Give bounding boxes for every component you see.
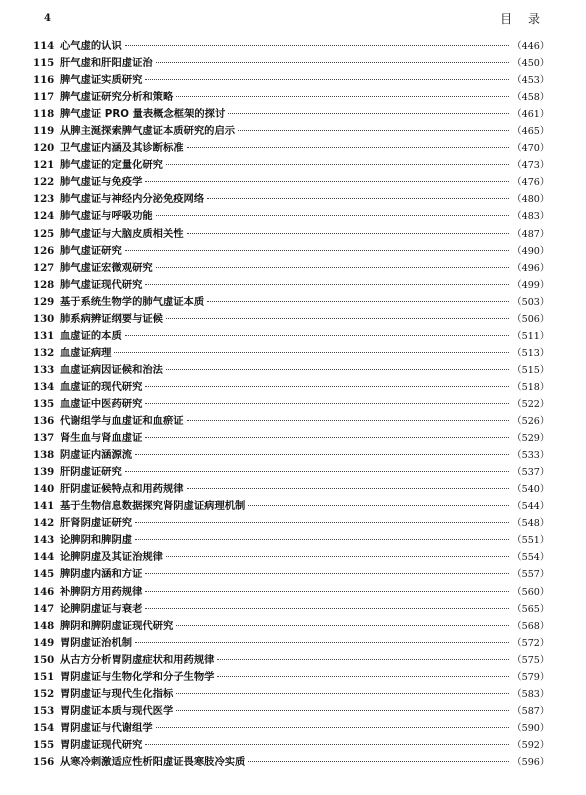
entry-number: 138 — [33, 449, 55, 462]
toc-entry[interactable] — [33, 618, 550, 635]
entry-page-number: （503） — [512, 296, 550, 308]
entry-title: 胃阴虚证与生物化学和分子生物学 — [60, 670, 215, 683]
entry-number: 128 — [33, 278, 55, 291]
entry-title: 血虚证病因证候和治法 — [60, 363, 163, 376]
entry-number: 155 — [33, 738, 55, 751]
entry-page-number: （533） — [512, 450, 550, 462]
dot-leader — [238, 129, 509, 131]
entry-page-number: （540） — [512, 484, 550, 496]
entry-page-number: （587） — [512, 705, 550, 717]
entry-title: 基于生物信息数据探究肾阴虚证病理机制 — [60, 500, 246, 513]
entry-number: 147 — [33, 602, 55, 615]
dot-leader — [145, 572, 509, 574]
entry-page-number: （511） — [512, 330, 550, 342]
entry-number: 134 — [33, 380, 55, 393]
entry-title: 血虚证的本质 — [60, 329, 122, 342]
entry-number: 120 — [33, 142, 55, 155]
entry-title: 血虚证的现代研究 — [60, 380, 143, 393]
entry-title: 血虚证中医药研究 — [60, 397, 143, 410]
dot-leader — [145, 78, 509, 80]
entry-number: 117 — [33, 91, 55, 104]
dot-leader — [176, 624, 509, 626]
entry-number: 154 — [33, 721, 55, 734]
toc-entry[interactable] — [33, 652, 550, 669]
entry-number: 130 — [33, 312, 55, 325]
entry-page-number: （465） — [512, 126, 550, 138]
entry-page-number: （565） — [512, 603, 550, 615]
entry-number: 116 — [33, 74, 55, 87]
entry-number: 136 — [33, 415, 55, 428]
entry-title: 肺气虚证与呼吸功能 — [60, 210, 153, 223]
entry-page-number: （496） — [512, 262, 550, 274]
toc-entry[interactable] — [33, 379, 550, 396]
entry-page-number: （515） — [512, 364, 550, 376]
toc-entry[interactable] — [33, 532, 550, 549]
entry-page-number: （522） — [512, 398, 550, 410]
entry-number: 119 — [33, 125, 55, 138]
entry-title: 肝阴虚证研究 — [60, 466, 122, 479]
entry-page-number: （568） — [512, 620, 550, 632]
toc-entry[interactable] — [33, 123, 550, 140]
entry-number: 118 — [33, 108, 55, 121]
toc-entry[interactable] — [33, 243, 550, 260]
entry-number: 137 — [33, 432, 55, 445]
entry-page-number: （490） — [512, 245, 550, 257]
dot-leader — [145, 743, 509, 745]
entry-title: 补脾阴方用药规律 — [60, 585, 143, 598]
entry-title: 肝肾阴虚证研究 — [60, 517, 133, 530]
entry-title: 肾生血与肾血虚证 — [60, 432, 143, 445]
entry-title: 代谢组学与血虚证和血瘀证 — [60, 415, 184, 428]
entry-number: 121 — [33, 159, 55, 172]
entry-number: 115 — [33, 57, 55, 70]
entry-number: 127 — [33, 261, 55, 274]
entry-title: 脾阴虚内涵和方证 — [60, 568, 143, 581]
entry-title: 从脾主涎探索脾气虚证本质研究的启示 — [60, 125, 236, 138]
entry-page-number: （480） — [512, 194, 550, 206]
entry-number: 153 — [33, 704, 55, 717]
entry-number: 141 — [33, 500, 55, 513]
entry-page-number: （572） — [512, 637, 550, 649]
toc-entry[interactable] — [33, 106, 550, 123]
dot-leader — [145, 283, 509, 285]
entry-page-number: （499） — [512, 279, 550, 291]
toc-entry[interactable] — [33, 277, 550, 294]
toc-entry[interactable] — [33, 566, 550, 583]
entry-number: 143 — [33, 534, 55, 547]
toc-entry[interactable] — [33, 55, 550, 72]
dot-leader — [135, 538, 509, 540]
dot-leader — [135, 453, 509, 455]
dot-leader — [135, 641, 509, 643]
entry-page-number: （526） — [512, 416, 550, 428]
running-header-title: 目 录 — [500, 12, 546, 26]
dot-leader — [207, 197, 509, 199]
toc-entry[interactable] — [33, 754, 550, 771]
entry-page-number: （554） — [512, 552, 550, 564]
entry-title: 脾气虚证研究分析和策略 — [60, 91, 174, 104]
entry-number: 152 — [33, 687, 55, 700]
dot-leader — [166, 368, 509, 370]
dot-leader — [145, 607, 509, 609]
toc-entry[interactable] — [33, 140, 550, 157]
entry-number: 124 — [33, 210, 55, 223]
entry-page-number: （470） — [512, 143, 550, 155]
entry-title: 胃阴虚证本质与现代医学 — [60, 704, 174, 717]
dot-leader — [166, 317, 509, 319]
toc-entry[interactable] — [33, 89, 550, 106]
entry-page-number: （453） — [512, 75, 550, 87]
dot-leader — [176, 95, 509, 97]
toc-entry[interactable] — [33, 720, 550, 737]
toc-entry[interactable] — [33, 345, 550, 362]
entry-title: 论脾阴虚及其证治规律 — [60, 551, 163, 564]
entry-page-number: （529） — [512, 433, 550, 445]
entry-page-number: （450） — [512, 58, 550, 70]
entry-number: 133 — [33, 363, 55, 376]
dot-leader — [176, 709, 509, 711]
entry-number: 126 — [33, 244, 55, 257]
entry-title: 肺系病辨证纲要与证候 — [60, 312, 163, 325]
toc-entry[interactable] — [33, 362, 550, 379]
toc-entry[interactable] — [33, 191, 550, 208]
dot-leader — [217, 675, 509, 677]
toc-entry[interactable] — [33, 447, 550, 464]
toc-entry[interactable] — [33, 669, 550, 686]
entry-page-number: （590） — [512, 722, 550, 734]
entry-number: 151 — [33, 670, 55, 683]
entry-title: 从寒冷刺激适应性析阳虚证畏寒肢冷实质 — [60, 755, 246, 768]
dot-leader — [176, 692, 509, 694]
dot-leader — [166, 555, 509, 557]
dot-leader — [145, 402, 509, 404]
entry-page-number: （560） — [512, 586, 550, 598]
dot-leader — [228, 112, 509, 114]
toc-entry[interactable] — [33, 328, 550, 345]
entry-title: 论脾阴虚证与衰老 — [60, 602, 143, 615]
entry-page-number: （596） — [512, 756, 550, 768]
entry-number: 125 — [33, 227, 55, 240]
dot-leader — [248, 760, 509, 762]
entry-number: 140 — [33, 483, 55, 496]
entry-title: 肺气虚证与大脑皮质相关性 — [60, 227, 184, 240]
entry-title: 肝气虚和肝阳虚证治 — [60, 57, 153, 70]
entry-number: 122 — [33, 176, 55, 189]
entry-title: 肺气虚证与免疫学 — [60, 176, 143, 189]
entry-title: 脾气虚证实质研究 — [60, 74, 143, 87]
toc-entry[interactable] — [33, 686, 550, 703]
toc-entry[interactable] — [33, 311, 550, 328]
entry-number: 129 — [33, 295, 55, 308]
entry-title: 肺气虚证的定量化研究 — [60, 159, 163, 172]
entry-page-number: （579） — [512, 671, 550, 683]
toc-entry[interactable] — [33, 737, 550, 754]
entry-page-number: （487） — [512, 228, 550, 240]
toc-entry[interactable] — [33, 157, 550, 174]
toc-entry[interactable] — [33, 396, 550, 413]
entry-title: 胃阴虚证与代谢组学 — [60, 721, 153, 734]
entry-title: 卫气虚证内涵及其诊断标准 — [60, 142, 184, 155]
dot-leader — [248, 504, 509, 506]
entry-page-number: （473） — [512, 160, 550, 172]
dot-leader — [125, 470, 509, 472]
toc-entry[interactable] — [33, 703, 550, 720]
entry-title: 胃阴虚证与现代生化指标 — [60, 687, 174, 700]
entry-title: 肺气虚证研究 — [60, 244, 122, 257]
table-of-contents — [33, 38, 550, 771]
entry-page-number: （537） — [512, 467, 550, 479]
entry-title: 心气虚的认识 — [60, 40, 122, 52]
dot-leader — [187, 146, 509, 148]
entry-number: 144 — [33, 551, 55, 564]
toc-entry[interactable] — [33, 498, 550, 515]
toc-entry[interactable] — [33, 635, 550, 652]
dot-leader — [156, 214, 509, 216]
entry-page-number: （476） — [512, 177, 550, 189]
entry-page-number: （513） — [512, 347, 550, 359]
dot-leader — [145, 436, 509, 438]
toc-entry[interactable] — [33, 464, 550, 481]
dot-leader — [187, 419, 509, 421]
toc-entry[interactable] — [33, 72, 550, 89]
dot-leader — [187, 232, 509, 234]
toc-entry[interactable] — [33, 481, 550, 498]
entry-page-number: （592） — [512, 739, 550, 751]
entry-number: 156 — [33, 755, 55, 768]
toc-entry[interactable] — [33, 430, 550, 447]
entry-title: 基于系统生物学的肺气虚证本质 — [60, 295, 205, 308]
entry-title: 脾阴和脾阴虚证现代研究 — [60, 619, 174, 632]
dot-leader — [125, 249, 509, 251]
toc-entry[interactable] — [33, 584, 550, 601]
dot-leader — [156, 266, 509, 268]
dot-leader — [156, 61, 509, 63]
entry-number: 135 — [33, 397, 55, 410]
entry-title: 从古方分析胃阴虚症状和用药规律 — [60, 653, 215, 666]
entry-number: 132 — [33, 346, 55, 359]
entry-number: 142 — [33, 517, 55, 530]
dot-leader — [156, 726, 509, 728]
toc-entry[interactable] — [33, 294, 550, 311]
entry-title: 肝阴虚证候特点和用药规律 — [60, 483, 184, 496]
entry-title: 血虚证病理 — [60, 346, 112, 359]
entry-title: 脾气虚证 PRO 量表概念框架的探讨 — [60, 108, 226, 121]
entry-page-number: （575） — [512, 654, 550, 666]
entry-page-number: （583） — [512, 688, 550, 700]
entry-number: 131 — [33, 329, 55, 342]
entry-title: 肺气虚证现代研究 — [60, 278, 143, 291]
entry-title: 胃阴虚证现代研究 — [60, 738, 143, 751]
entry-page-number: （506） — [512, 313, 550, 325]
entry-page-number: （557） — [512, 569, 550, 581]
entry-page-number: （483） — [512, 211, 550, 223]
entry-title: 论脾阴和脾阴虚 — [60, 534, 133, 547]
entry-number: 148 — [33, 619, 55, 632]
entry-page-number: （518） — [512, 381, 550, 393]
dot-leader — [125, 334, 509, 336]
toc-entry[interactable] — [33, 38, 550, 55]
entry-number: 139 — [33, 466, 55, 479]
dot-leader — [217, 658, 509, 660]
entry-page-number: （461） — [512, 109, 550, 121]
toc-entry[interactable] — [33, 515, 550, 532]
dot-leader — [145, 180, 509, 182]
toc-entry[interactable] — [33, 208, 550, 225]
dot-leader — [166, 163, 509, 165]
dot-leader — [145, 590, 509, 592]
dot-leader — [114, 351, 509, 353]
entry-number: 149 — [33, 636, 55, 649]
toc-entry[interactable] — [33, 413, 550, 430]
entry-number: 123 — [33, 193, 55, 206]
dot-leader — [135, 521, 509, 523]
toc-entry[interactable] — [33, 260, 550, 277]
entry-page-number: （551） — [512, 535, 550, 547]
entry-title: 肺气虚证宏微观研究 — [60, 261, 153, 274]
toc-entry[interactable] — [33, 174, 550, 191]
entry-page-number: （544） — [512, 501, 550, 513]
toc-entry[interactable] — [33, 226, 550, 243]
page-number: 4 — [44, 13, 51, 24]
entry-title: 阴虚证内涵源流 — [60, 449, 133, 462]
entry-page-number: （458） — [512, 92, 550, 104]
entry-number: 150 — [33, 653, 55, 666]
dot-leader — [187, 487, 509, 489]
dot-leader — [145, 385, 509, 387]
entry-page-number: （446） — [512, 41, 550, 52]
entry-title: 肺气虚证与神经内分泌免疫网络 — [60, 193, 205, 206]
toc-entry[interactable] — [33, 549, 550, 566]
dot-leader — [207, 300, 509, 302]
entry-number: 145 — [33, 568, 55, 581]
dot-leader — [125, 44, 509, 46]
entry-page-number: （548） — [512, 518, 550, 530]
toc-entry[interactable] — [33, 601, 550, 618]
entry-number: 146 — [33, 585, 55, 598]
entry-number: 114 — [33, 40, 55, 52]
entry-title: 胃阴虚证治机制 — [60, 636, 133, 649]
